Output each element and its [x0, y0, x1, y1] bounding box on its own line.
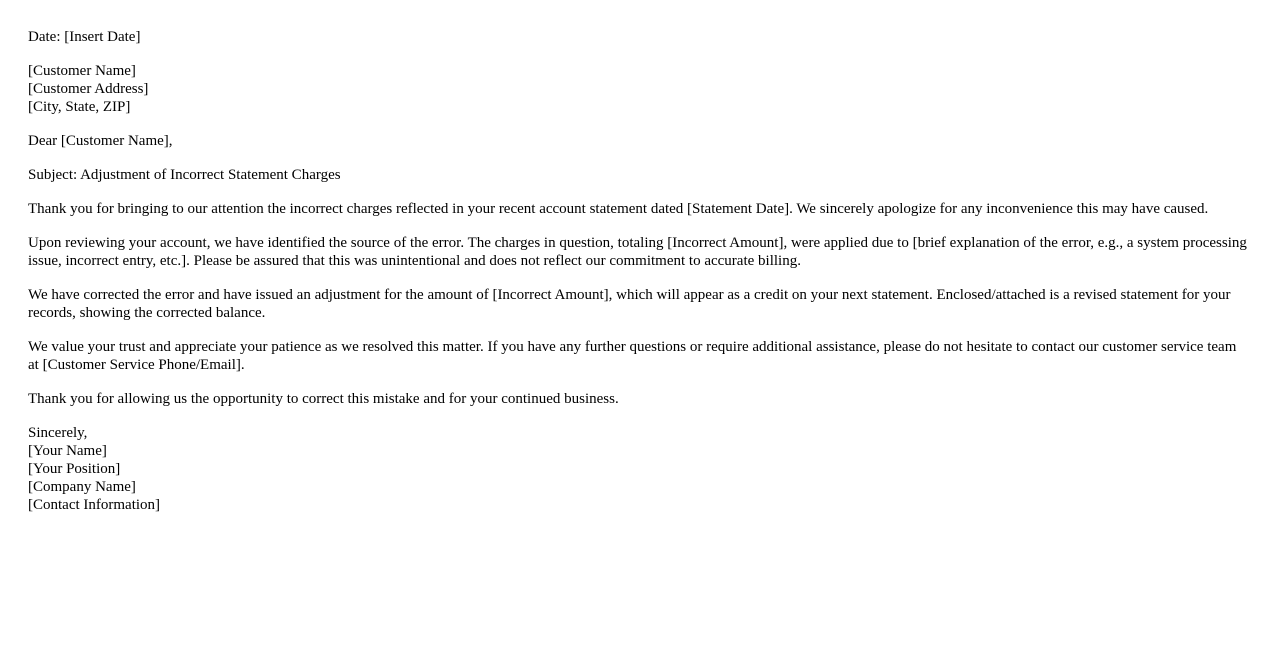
closing-block [28, 424, 1250, 514]
date-block [28, 28, 1250, 46]
body-paragraph-5: Thank you for allowing us the opportunity to correct this mistake and for your continued business. [28, 391, 619, 407]
sender-company: [Company Name] [28, 479, 136, 495]
sender-name: [Your Name] [28, 443, 107, 459]
date-line: Date: [Insert Date] [28, 29, 141, 45]
recipient-address-block [28, 62, 1250, 116]
body-paragraph-3: We have corrected the error and have issued an adjustment for the amount of [Incorrect Amount], which will appear as a credit on your next statement. Enclosed/attached is a revised statement for your records, showing the corrected balance. [28, 287, 1231, 321]
valediction: Sincerely, [28, 425, 88, 441]
salutation: Dear [Customer Name], [28, 133, 173, 149]
body-paragraph-2: Upon reviewing your account, we have identified the source of the error. The charges in question, totaling [Incorrect Amount], were applied due to [brief explanation of the error, e.g., a system processing issue, incorrect entry, etc.]. Please be assured that this was unintentional and does not reflect our commitment to accurate billing. [28, 235, 1247, 269]
salutation-block [28, 132, 1250, 150]
sender-position: [Your Position] [28, 461, 121, 477]
subject-line: Subject: Adjustment of Incorrect Statement Charges [28, 167, 341, 183]
body-paragraph-1: Thank you for bringing to our attention the incorrect charges reflected in your recent account statement dated [Statement Date]. We sincerely apologize for any inconvenience this may have caused. [28, 201, 1209, 217]
letter-document [28, 28, 1250, 530]
subject-block [28, 166, 1250, 184]
recipient-city-state-zip: [City, State, ZIP] [28, 99, 131, 115]
sender-contact-information: [Contact Information] [28, 497, 161, 513]
recipient-name: [Customer Name] [28, 63, 136, 79]
body-paragraph-4: We value your trust and appreciate your patience as we resolved this matter. If you have any further questions or require additional assistance, please do not hesitate to contact our customer service team at [Customer Service Phone/Email]. [28, 339, 1237, 373]
recipient-address: [Customer Address] [28, 81, 149, 97]
